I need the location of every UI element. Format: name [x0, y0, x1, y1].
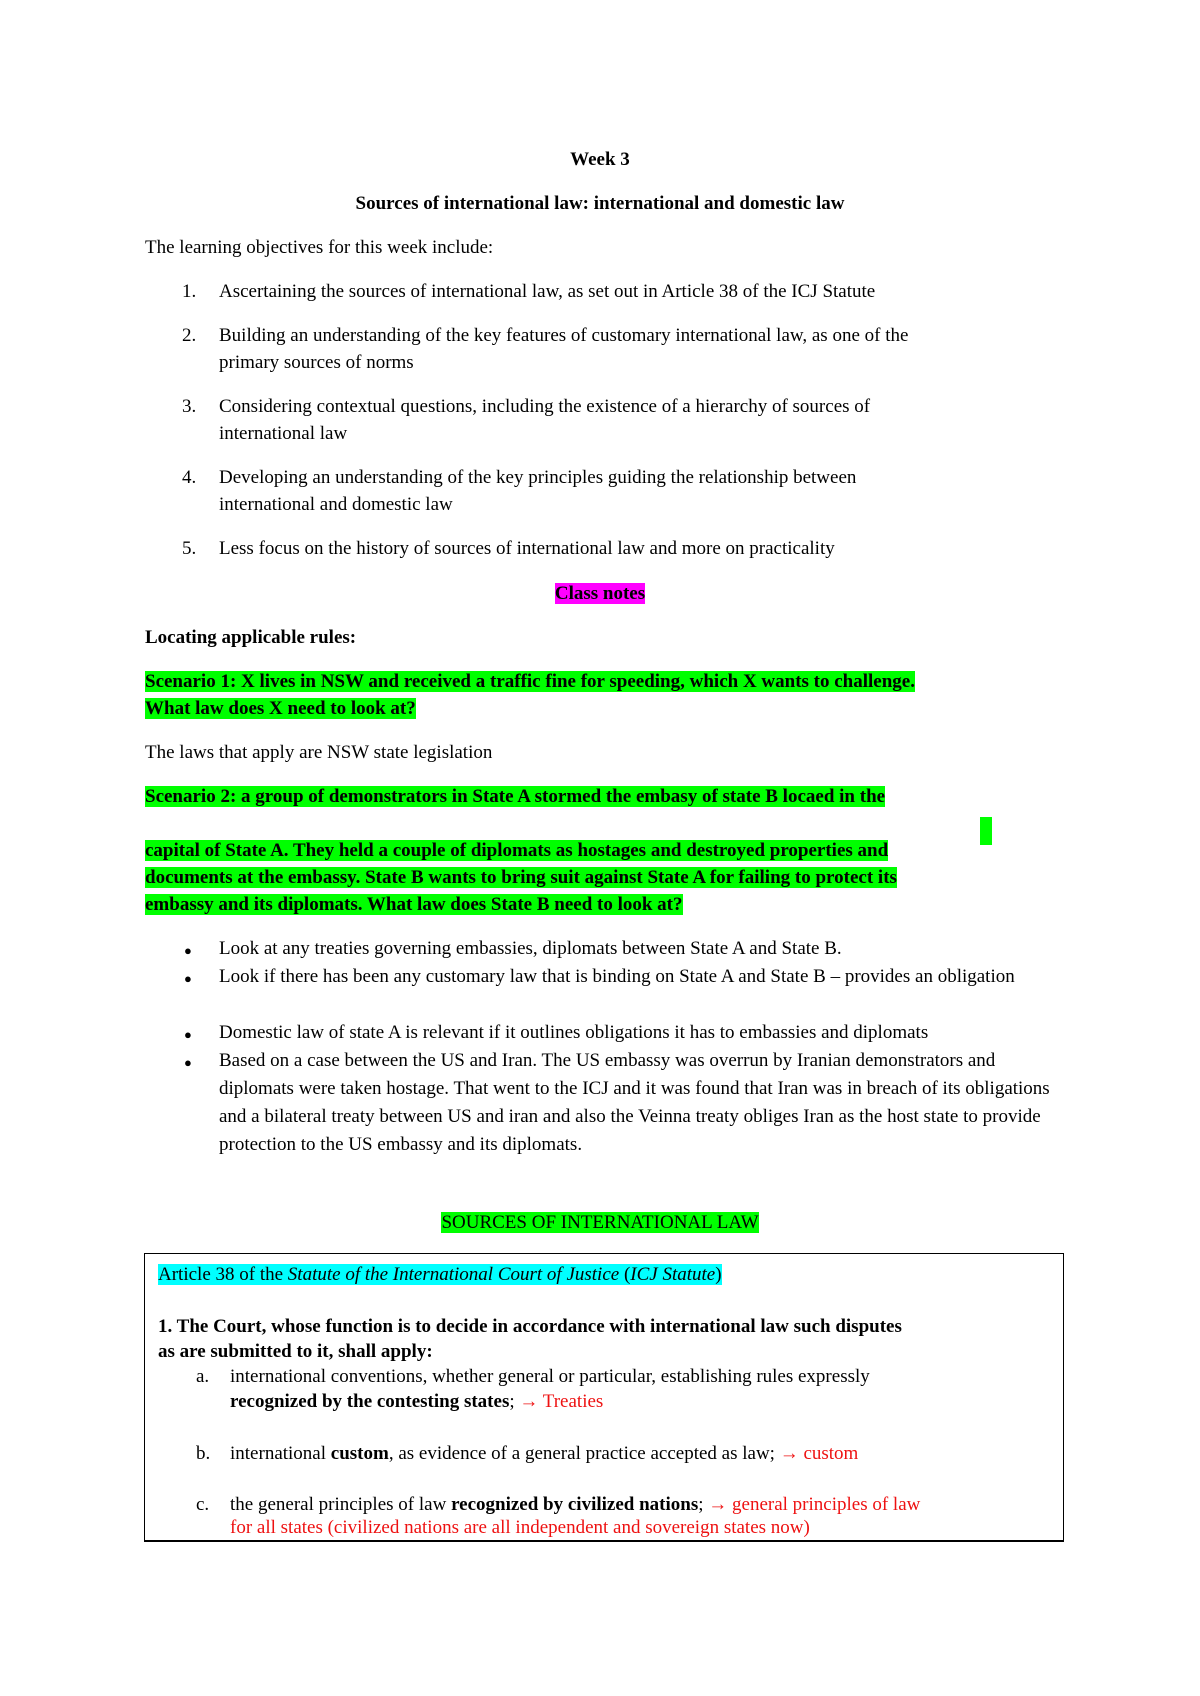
locating-heading: Locating applicable rules:	[145, 627, 357, 648]
article-para-1-line-1: 1. The Court, whose function is to decide in accordance with international law such disputes	[158, 1316, 902, 1337]
scenario-1-line-2: What law does X need to look at?	[145, 698, 416, 719]
article-heading: Article 38 of the Statute of the International Court of Justice (ICJ Statute)	[158, 1264, 722, 1285]
scenario-2-line-2: capital of State A. They held a couple of diplomats as hostages and destroyed properties and	[145, 840, 889, 861]
page-title: Week 3	[570, 149, 630, 170]
arrow-right-icon: →	[779, 1443, 799, 1464]
scenario-2-line-4: embassy and its diplomats. What law does State B need to look at?	[145, 894, 683, 915]
highlight-marker	[980, 817, 992, 845]
intro-text: The learning objectives for this week include:	[145, 237, 494, 258]
sources-heading: SOURCES OF INTERNATIONAL LAW	[441, 1212, 759, 1233]
arrow-right-icon: →	[708, 1494, 728, 1515]
arrow-right-icon: →	[519, 1391, 539, 1412]
scenario-1-answer: The laws that apply are NSW state legislation	[145, 742, 493, 763]
scenario-2-line-1: Scenario 2: a group of demonstrators in State A stormed the embasy of state B locaed in the	[145, 786, 886, 807]
page-subtitle: Sources of international law: international and domestic law	[355, 193, 845, 214]
document-page: Week 3 Sources of international law: international and domestic law The learning objectives for this week include: 1. Ascertaining the sources of international law, as set out in Article 38 of the ICJ Statute 2. Building an understanding of the key features of customary international law, as one of the primary sources of norms 3. Considering contextual questions, including the existence of a hierarchy of sources of international law 4. Developing an understanding of the key principles guiding the relationship between international and domestic law 5. Less focus on the history of sources of international law and more on practicality Class notes Locating applicable rules: Scenario 1: X lives in NSW and received a traffic fine for speeding, which X wants to challenge. What law does X need to look at? The laws that apply are NSW state legislation Scenario 2: a group of demonstrators in State A stormed the embasy of state B locaed in the capital of State A. They held a couple of diplomats as hostages and destroyed properties and documents at the embassy. State B wants to bring suit against State A for failing to protect its embassy and its diplomats. What law does State B need to look at? ● Look at any treaties governing embassies, diplomats between State A and State B. ● Look if there has been any customary law that is binding on State A and State B – provides an obligation ● Domestic law of state A is relevant if it outlines obligations it has to embassies and diplomats ● Based on a case between the US and Iran. The US embassy was overrun by Iranian demonstrators and diplomats were taken hostage. That went to the ICJ and it was found that Iran was in breach of its obligations and a bilateral treaty between US and iran and also the Veinna treaty obliges Iran as the host state to provide protection to the US embassy and its diplomats. SOURCES OF INTERNATIONAL LAW Article 38 of the Statute of the International Court of Justice (ICJ Statute) 1. The Court, whose function is to decide in accordance with international law such disputes as are submitted to it, shall apply: a. international conventions, whether general or particular, establishing rules expressly recognized by the contesting states; → Treaties b. international custom, as evidence of a general practice accepted as law; → custom c. the general principles of law recognized by civilized nations; → general principles of law for all states (civilized nations are all independent and sovereign states now)	[0, 0, 1200, 1696]
article-38-box: Article 38 of the Statute of the International Court of Justice (ICJ Statute) 1. The Court, whose function is to decide in accordance with international law such disputes as are submitted to it, shall apply: a. international conventions, whether general or particular, establishing rules expressly recognized by the contesting states; → Treaties b. international custom, as evidence of a general practice accepted as law; → custom c. the general principles of law recognized by civilized nations; → general principles of law for all states (civilized nations are all independent and sovereign states now)	[144, 1253, 1064, 1542]
scenario-1-line-1: Scenario 1: X lives in NSW and received a traffic fine for speeding, which X wants to challenge.	[145, 671, 915, 692]
scenario-2-line-3: documents at the embassy. State B wants to bring suit against State A for failing to protect its	[145, 867, 897, 888]
class-notes-heading: Class notes	[554, 583, 646, 604]
article-para-1-line-2: as are submitted to it, shall apply:	[158, 1341, 433, 1362]
